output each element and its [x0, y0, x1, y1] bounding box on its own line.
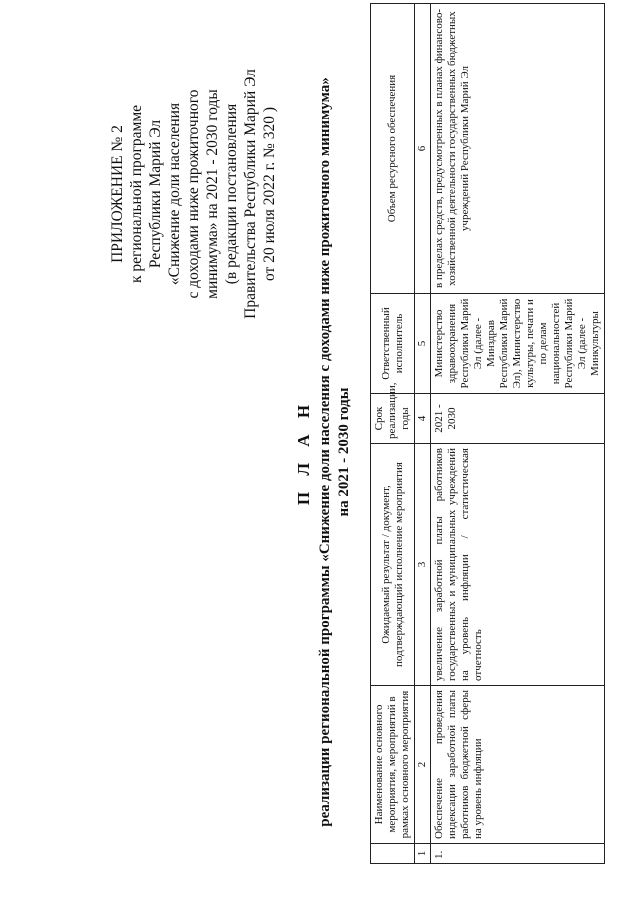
expected-result-cell: увеличение заработной платы работников государственных и муниципальных учреждений на уровень инфляции / статистическая отчетность	[431, 444, 605, 686]
appendix-line: с доходами ниже прожиточного	[185, 89, 202, 299]
appendix-line: минимума» на 2021 - 2030 годы	[204, 89, 221, 299]
appendix-header	[108, 44, 279, 344]
appendix-line: Правительства Республики Марий Эл	[242, 69, 259, 319]
column-header-name: Наименование основного мероприятия, мероприятий в рамках основного мероприятия	[371, 686, 415, 844]
column-number: 4	[415, 394, 431, 444]
column-header-term: Срок реализации, годы	[371, 394, 415, 444]
plan-subtitle-line: реализации региональной программы «Снижение доли населения с доходами ниже прожиточного минимума»	[317, 77, 333, 827]
plan-table	[370, 3, 605, 864]
column-number: 1	[415, 844, 431, 864]
resources-cell: в пределах средств, предусмотренных в планах финансово-хозяйственной деятельности государственных бюджетных учреждений Республики Марий Эл	[431, 4, 605, 294]
column-number: 2	[415, 686, 431, 844]
column-header-number	[371, 844, 415, 864]
plan-subtitle-line: на 2021 - 2030 годы	[336, 387, 352, 517]
column-header-resources: Объем ресурсного обеспечения	[371, 4, 415, 294]
appendix-line: Республики Марий Эл	[147, 119, 164, 269]
table-row	[431, 4, 605, 864]
plan-subtitle	[316, 0, 354, 904]
appendix-line: ПРИЛОЖЕНИЕ № 2	[109, 125, 126, 263]
column-number-row	[415, 4, 431, 864]
column-number: 5	[415, 294, 431, 394]
table-header-row	[371, 4, 415, 864]
appendix-line: «Снижение доли населения	[166, 102, 183, 286]
column-header-executor: Ответственный исполнитель	[371, 294, 415, 394]
appendix-line: от 20 июля 2022 г. № 320 )	[261, 107, 278, 281]
activity-name-cell: Обеспечение проведения индексации заработной платы работников бюджетной сферы на уровень инфляции	[431, 686, 605, 844]
column-header-result: Ожидаемый результат / документ, подтверждающий исполнение мероприятия	[371, 444, 415, 686]
appendix-line: к региональной программе	[128, 104, 145, 284]
term-cell: 2021 - 2030	[431, 394, 605, 444]
plan-title: П Л А Н	[294, 398, 313, 506]
column-number: 6	[415, 4, 431, 294]
row-number: 1.	[431, 844, 605, 864]
appendix-line: (в редакции постановления	[223, 103, 240, 285]
executor-cell: Министерство здравоохранения Республики Марий Эл (далее - Минздрав Республики Марий Эл), Министерство культуры, печати и по делам национальностей Республики Марий Эл (далее - Минкультуры	[431, 294, 605, 394]
column-number: 3	[415, 444, 431, 686]
